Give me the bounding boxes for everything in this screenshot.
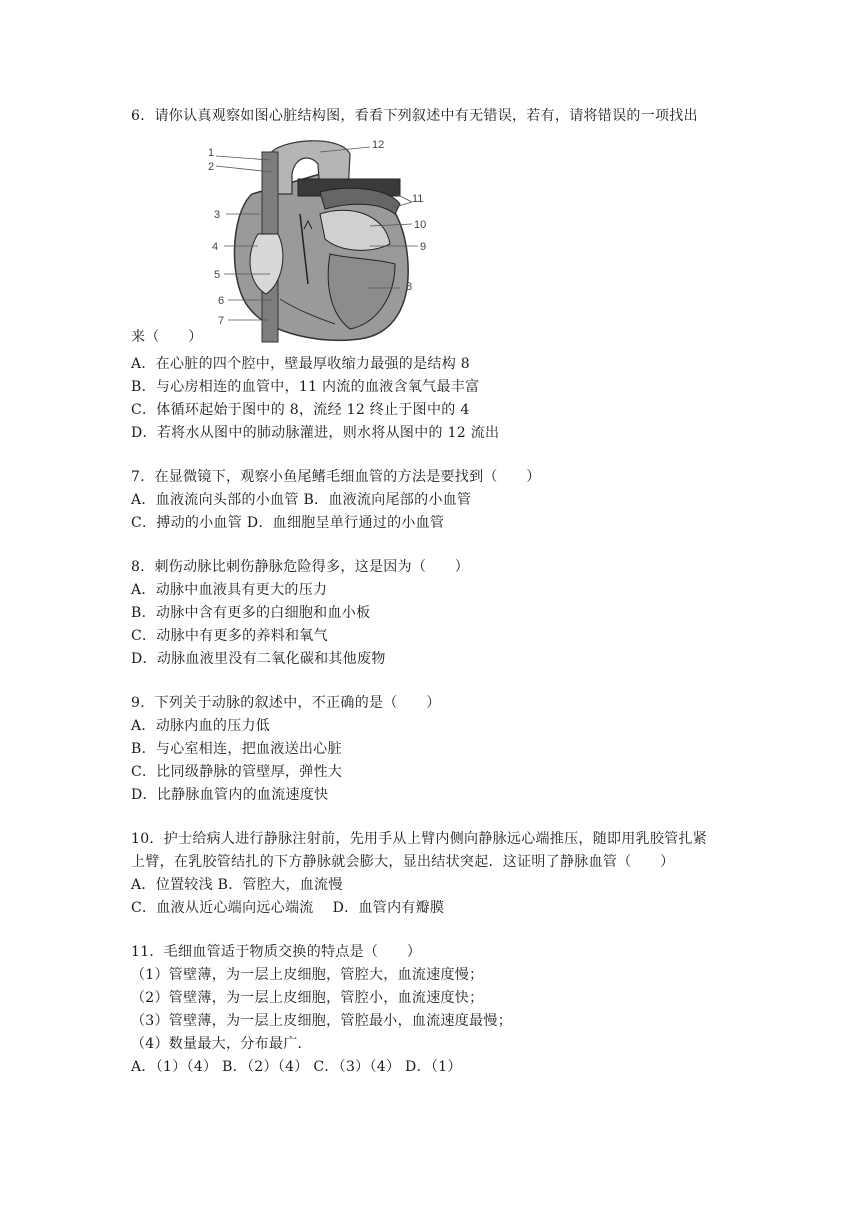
figure-label-5: 5 — [214, 269, 221, 281]
heart-diagram — [200, 134, 440, 348]
q6-option-a: A．在心脏的四个腔中，壁最厚收缩力最强的是结构 8 — [131, 356, 470, 372]
q11-item-3: （3）管壁薄，为一层上皮细胞，管腔最小，血流速度最慢； — [131, 1013, 513, 1029]
q7-option-ab: A．血液流向头部的小血管 B．血液流向尾部的小血管 — [131, 492, 472, 508]
q9-option-d: D．比静脉血管内的血流速度快 — [131, 787, 329, 803]
figure-label-7: 7 — [218, 315, 225, 327]
q6-stem-end: 来（ ） — [131, 329, 203, 345]
figure-label-1: 1 — [208, 147, 215, 159]
q8-option-d: D．动脉血液里没有二氧化碳和其他废物 — [131, 651, 386, 667]
q8-option-b: B．动脉中含有更多的白细胞和血小板 — [131, 605, 371, 621]
figure-label-2: 2 — [208, 161, 215, 173]
q6-option-b: B．与心房相连的血管中，11 内流的血液含氧气最丰富 — [131, 379, 480, 395]
figure-label-12: 12 — [372, 139, 385, 151]
figure-label-8: 8 — [406, 281, 413, 293]
q7-stem: 7．在显微镜下，观察小鱼尾鳍毛细血管的方法是要找到（ ） — [131, 469, 541, 485]
q11-item-4: （4）数量最大，分布最广． — [131, 1036, 312, 1052]
q7-option-cd: C．搏动的小血管 D．血细胞呈单行通过的小血管 — [131, 515, 445, 531]
q10-stem-line1: 10．护士给病人进行静脉注射前，先用手从上臂内侧向静脉远心端推压，随即用乳胶管扎紧 — [131, 831, 708, 847]
q10-stem-line2: 上臂，在乳胶管结扎的下方静脉就会膨大，显出结状突起．这证明了静脉血管（ ） — [131, 854, 675, 870]
q10-option-ab: A．位置较浅 B．管腔大，血流慢 — [131, 877, 343, 893]
q11-item-1: （1）管壁薄，为一层上皮细胞，管腔大，血流速度慢； — [131, 967, 484, 983]
figure-label-6: 6 — [218, 295, 225, 307]
q9-option-b: B．与心室相连，把血液送出心脏 — [131, 741, 342, 757]
q9-stem: 9．下列关于动脉的叙述中，不正确的是（ ） — [131, 695, 441, 711]
figure-label-3: 3 — [214, 209, 221, 221]
q8-option-a: A．动脉中血液具有更大的压力 — [131, 582, 328, 598]
figure-label-9: 9 — [420, 241, 427, 253]
q6-stem: 6．请你认真观察如图心脏结构图，看看下列叙述中有无错误，若有，请将错误的一项找出 — [131, 108, 698, 124]
q11-options: A．（1）（4） B．（2）（4） C．（3）（4） D．（1） — [131, 1059, 462, 1075]
figure-label-11: 11 — [412, 193, 424, 205]
q10-option-cd: C．血液从近心端向远心端流 D．血管内有瓣膜 — [131, 900, 445, 916]
q9-option-c: C．比同级静脉的管壁厚，弹性大 — [131, 764, 343, 780]
q11-stem: 11．毛细血管适于物质交换的特点是（ ） — [131, 944, 422, 960]
q6-option-c: C．体循环起始于图中的 8，流经 12 终止于图中的 4 — [131, 402, 470, 418]
figure-label-10: 10 — [414, 219, 427, 231]
q6-option-d: D．若将水从图中的肺动脉灌进，则水将从图中的 12 流出 — [131, 425, 500, 441]
q11-item-2: （2）管壁薄，为一层上皮细胞，管腔小，血流速度快； — [131, 990, 484, 1006]
figure-label-4: 4 — [212, 241, 219, 253]
heart-structure-figure — [200, 134, 440, 348]
q8-stem: 8．刺伤动脉比刺伤静脉危险得多，这是因为（ ） — [131, 559, 470, 575]
q9-option-a: A．动脉内血的压力低 — [131, 718, 271, 734]
q8-option-c: C．动脉中有更多的养料和氧气 — [131, 628, 328, 644]
